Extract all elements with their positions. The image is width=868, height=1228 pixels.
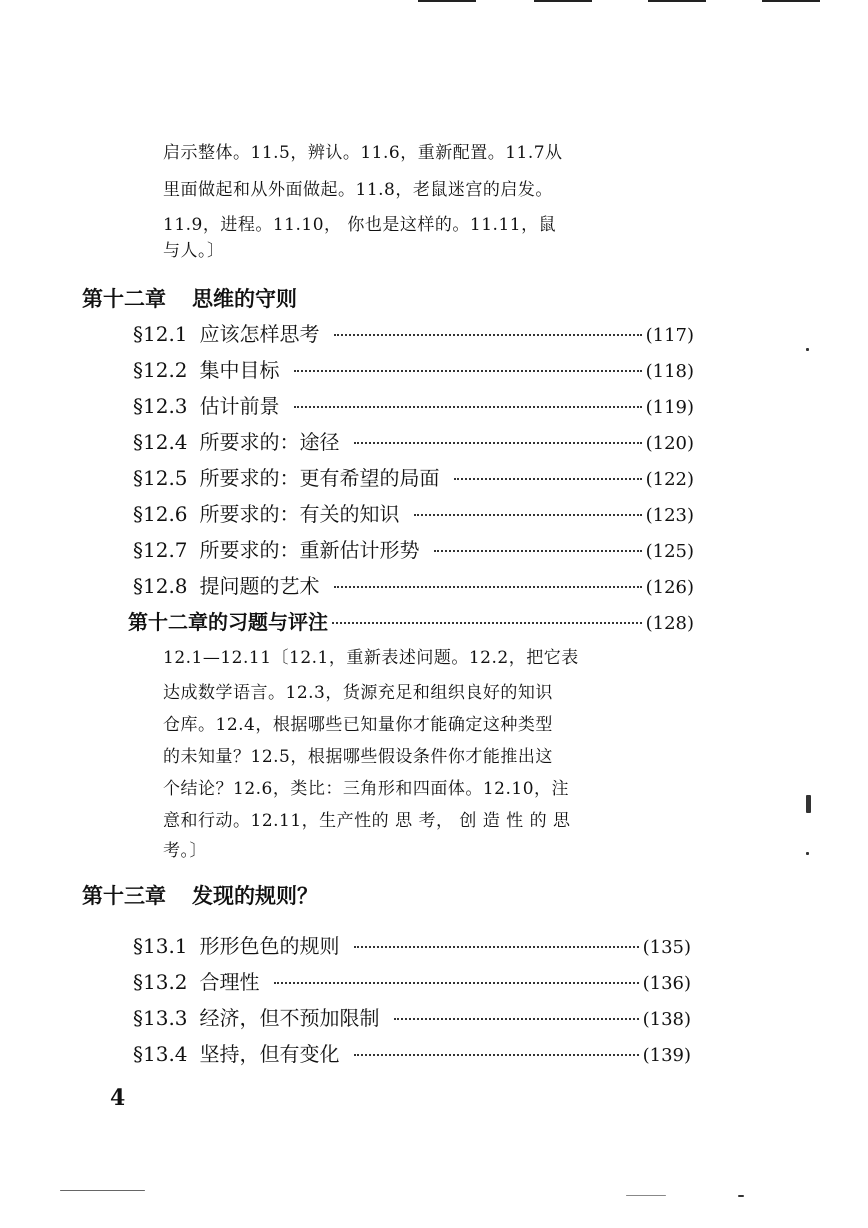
page-number: 4 [110,1085,126,1111]
section-title: 第十二章的习题与评注 [128,610,328,634]
dot-leader [354,1054,639,1056]
toc-entry[interactable] [133,1038,691,1067]
toc-entry[interactable] [133,390,694,419]
scan-speck [806,852,809,855]
scan-mark [762,0,820,2]
dot-leader [334,334,642,336]
section-title: 应该怎样思考 [199,322,320,346]
note-line: 意和行动。12.11，生产性的 思 考， 创 造 性 的 思 [163,811,571,831]
scan-speck [806,348,809,351]
page-ref: (126) [645,577,694,598]
toc-entry[interactable] [133,426,694,455]
section-number: §13.3 [133,1006,188,1030]
section-number: §12.6 [133,502,188,526]
toc-entry[interactable] [133,318,694,347]
section-number: §13.1 [133,934,188,958]
dot-leader [274,982,639,984]
dot-leader [354,946,639,948]
section-number: §12.8 [133,574,188,598]
scan-mark [418,0,476,2]
page-ref: (139) [642,1045,691,1066]
page-ref: (136) [642,973,691,994]
section-number: §12.2 [133,358,188,382]
dot-leader [294,370,642,372]
note-line: 里面做起和从外面做起。11.8，老鼠迷宫的启发。 [163,180,553,200]
dot-leader [414,514,642,516]
scan-speck [60,1190,145,1191]
scan-speck [806,795,811,813]
toc-entry[interactable] [133,498,694,527]
chapter-label: 第十三章 [82,884,166,908]
note-line: 与人。〕 [163,241,225,261]
page-ref: (122) [645,469,694,490]
section-title: 经济，但不预加限制 [199,1006,380,1030]
dot-leader [334,586,642,588]
page-ref: (128) [645,613,694,634]
section-title: 合理性 [199,970,260,994]
toc-entry[interactable] [133,570,694,599]
toc-entry[interactable] [133,462,694,491]
section-title: 集中目标 [199,358,280,382]
section-number: §13.4 [133,1042,188,1066]
toc-entry[interactable] [133,1002,691,1031]
toc-entry[interactable] [133,930,691,959]
section-title: 所要求的：途径 [199,430,340,454]
page-ref: (118) [645,361,694,382]
section-number: §12.7 [133,538,188,562]
toc-entry[interactable] [133,966,691,995]
section-title: 所要求的：有关的知识 [199,502,400,526]
scan-mark [648,0,706,2]
note-line: 达成数学语言。12.3，货源充足和组织良好的知识 [163,683,553,703]
note-line: 11.9，进程。11.10， 你也是这样的。11.11，鼠 [163,215,557,235]
page-ref: (135) [642,937,691,958]
chapter-label: 第十二章 [82,287,166,311]
chapter-heading-12 [82,283,297,313]
note-line: 个结论？12.6，类比：三角形和四面体。12.10，注 [163,779,570,799]
chapter-title: 发现的规则？ [192,884,318,908]
section-title: 坚持，但有变化 [199,1042,340,1066]
dot-leader [332,622,642,624]
section-title: 估计前景 [199,394,280,418]
page-ref: (119) [645,397,694,418]
section-title: 提问题的艺术 [199,574,320,598]
toc-entry[interactable] [133,534,694,563]
note-line: 考。〕 [163,841,207,861]
dot-leader [294,406,642,408]
section-title: 所要求的：更有希望的局面 [199,466,440,490]
scan-speck [626,1195,666,1196]
note-line: 的未知量？12.5，根据哪些假设条件你才能推出这 [163,747,553,767]
note-line: 启示整体。11.5，辨认。11.6，重新配置。11.7从 [163,143,563,163]
dot-leader [394,1018,639,1020]
page-ref: (117) [645,325,694,346]
dot-leader [354,442,642,444]
note-line: 12.1—12.11〔12.1，重新表述问题。12.2，把它表 [163,648,579,668]
section-title: 所要求的：重新估计形势 [199,538,420,562]
page-ref: (138) [642,1009,691,1030]
page-ref: (123) [645,505,694,526]
page-ref: (120) [645,433,694,454]
page-ref: (125) [645,541,694,562]
section-number: §13.2 [133,970,188,994]
toc-entry[interactable] [133,354,694,383]
dot-leader [434,550,642,552]
section-number: §12.5 [133,466,188,490]
toc-entry-exercises[interactable] [128,606,694,635]
section-number: §12.3 [133,394,188,418]
chapter-heading-13 [82,880,318,910]
section-number: §12.1 [133,322,188,346]
section-number: §12.4 [133,430,188,454]
scan-mark [534,0,592,2]
chapter-title: 思维的守则 [192,287,297,311]
section-title: 形形色色的规则 [199,934,340,958]
scan-speck [738,1195,744,1197]
note-line: 仓库。12.4，根据哪些已知量你才能确定这种类型 [163,715,553,735]
dot-leader [454,478,642,480]
